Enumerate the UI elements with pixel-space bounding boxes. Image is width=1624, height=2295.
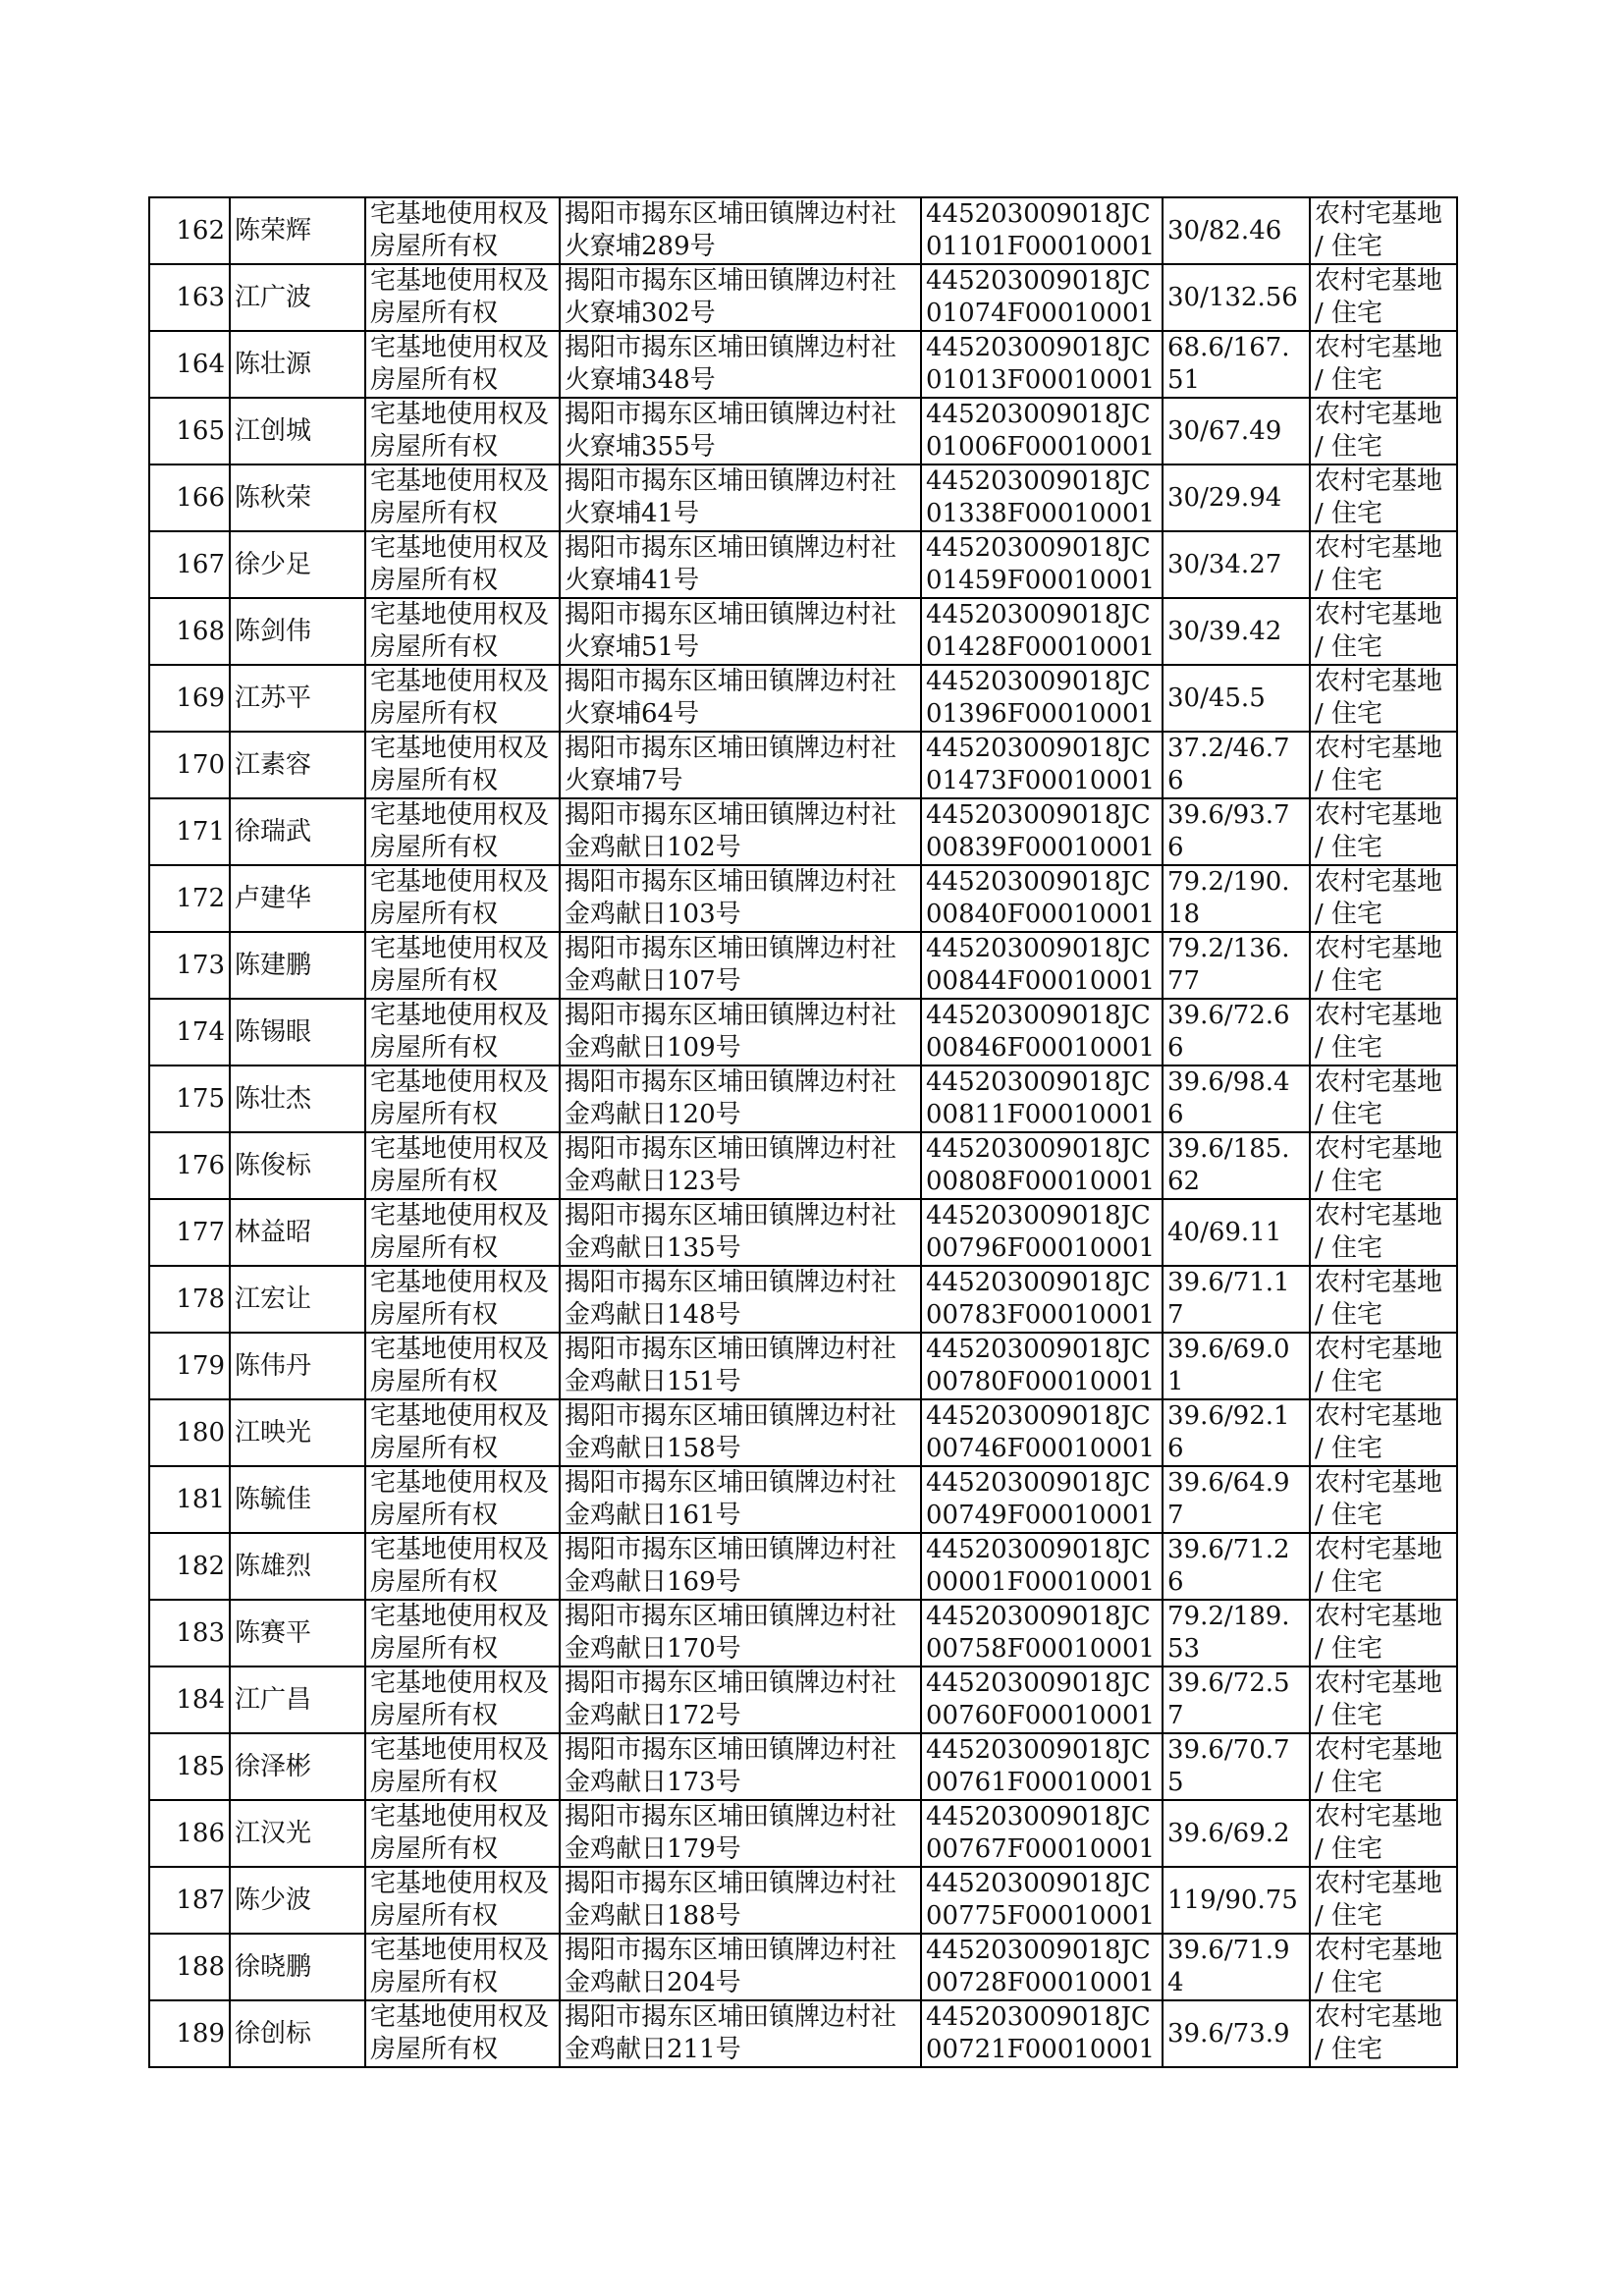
area-value-cell: 30/39.42 — [1163, 598, 1310, 665]
owner-name-cell: 江创城 — [230, 398, 365, 464]
row-number-cell: 170 — [149, 732, 230, 798]
row-number-cell: 184 — [149, 1667, 230, 1733]
land-use-cell: 农村宅基地 / 住宅 — [1310, 1199, 1457, 1266]
table-row — [149, 1600, 1457, 1667]
row-number-cell: 175 — [149, 1066, 230, 1132]
land-use-cell: 农村宅基地 / 住宅 — [1310, 1733, 1457, 1800]
area-value-cell: 30/29.94 — [1163, 464, 1310, 531]
area-value-cell: 30/34.27 — [1163, 531, 1310, 598]
unit-code-cell: 445203009018JC00761F00010001 — [921, 1733, 1163, 1800]
table-row — [149, 1733, 1457, 1800]
owner-name-cell: 江苏平 — [230, 665, 365, 732]
table-row — [149, 932, 1457, 999]
property-address-cell: 揭阳市揭东区埔田镇牌边村社火寮埔64号 — [560, 665, 921, 732]
area-value-cell: 39.6/71.17 — [1163, 1266, 1310, 1333]
table-row — [149, 865, 1457, 932]
row-number-cell: 163 — [149, 264, 230, 331]
area-value-cell: 39.6/71.26 — [1163, 1533, 1310, 1600]
table-row — [149, 197, 1457, 264]
owner-name-cell: 徐晓鹏 — [230, 1934, 365, 2000]
land-use-cell: 农村宅基地 / 住宅 — [1310, 398, 1457, 464]
table-row — [149, 398, 1457, 464]
owner-name-cell: 江汉光 — [230, 1800, 365, 1867]
land-use-cell: 农村宅基地 / 住宅 — [1310, 732, 1457, 798]
land-use-cell: 农村宅基地 / 住宅 — [1310, 1333, 1457, 1399]
table-row — [149, 331, 1457, 398]
property-address-cell: 揭阳市揭东区埔田镇牌边村社火寮埔41号 — [560, 464, 921, 531]
owner-name-cell: 卢建华 — [230, 865, 365, 932]
property-address-cell: 揭阳市揭东区埔田镇牌边村社火寮埔51号 — [560, 598, 921, 665]
property-address-cell: 揭阳市揭东区埔田镇牌边村社金鸡献日120号 — [560, 1066, 921, 1132]
row-number-cell: 165 — [149, 398, 230, 464]
owner-name-cell: 徐泽彬 — [230, 1733, 365, 1800]
unit-code-cell: 445203009018JC00796F00010001 — [921, 1199, 1163, 1266]
unit-code-cell: 445203009018JC01338F00010001 — [921, 464, 1163, 531]
unit-code-cell: 445203009018JC00846F00010001 — [921, 999, 1163, 1066]
right-type-cell: 宅基地使用权及房屋所有权 — [365, 1800, 560, 1867]
area-value-cell: 39.6/70.75 — [1163, 1733, 1310, 1800]
property-address-cell: 揭阳市揭东区埔田镇牌边村社金鸡献日173号 — [560, 1733, 921, 1800]
table-row — [149, 1800, 1457, 1867]
row-number-cell: 183 — [149, 1600, 230, 1667]
land-use-cell: 农村宅基地 / 住宅 — [1310, 264, 1457, 331]
right-type-cell: 宅基地使用权及房屋所有权 — [365, 1333, 560, 1399]
owner-name-cell: 陈雄烈 — [230, 1533, 365, 1600]
area-value-cell: 30/132.56 — [1163, 264, 1310, 331]
property-address-cell: 揭阳市揭东区埔田镇牌边村社火寮埔355号 — [560, 398, 921, 464]
right-type-cell: 宅基地使用权及房屋所有权 — [365, 197, 560, 264]
right-type-cell: 宅基地使用权及房屋所有权 — [365, 1533, 560, 1600]
table-row — [149, 1934, 1457, 2000]
right-type-cell: 宅基地使用权及房屋所有权 — [365, 1266, 560, 1333]
row-number-cell: 164 — [149, 331, 230, 398]
row-number-cell: 167 — [149, 531, 230, 598]
land-use-cell: 农村宅基地 / 住宅 — [1310, 1667, 1457, 1733]
row-number-cell: 171 — [149, 798, 230, 865]
land-use-cell: 农村宅基地 / 住宅 — [1310, 1132, 1457, 1199]
row-number-cell: 189 — [149, 2000, 230, 2067]
land-use-cell: 农村宅基地 / 住宅 — [1310, 1399, 1457, 1466]
property-address-cell: 揭阳市揭东区埔田镇牌边村社金鸡献日103号 — [560, 865, 921, 932]
owner-name-cell: 江素容 — [230, 732, 365, 798]
row-number-cell: 172 — [149, 865, 230, 932]
unit-code-cell: 445203009018JC01428F00010001 — [921, 598, 1163, 665]
area-value-cell: 37.2/46.76 — [1163, 732, 1310, 798]
property-address-cell: 揭阳市揭东区埔田镇牌边村社金鸡献日188号 — [560, 1867, 921, 1934]
area-value-cell: 39.6/69.2 — [1163, 1800, 1310, 1867]
owner-name-cell: 陈建鹏 — [230, 932, 365, 999]
owner-name-cell: 陈秋荣 — [230, 464, 365, 531]
table-row — [149, 665, 1457, 732]
owner-name-cell: 陈壮源 — [230, 331, 365, 398]
table-row — [149, 2000, 1457, 2067]
row-number-cell: 180 — [149, 1399, 230, 1466]
row-number-cell: 179 — [149, 1333, 230, 1399]
row-number-cell: 185 — [149, 1733, 230, 1800]
right-type-cell: 宅基地使用权及房屋所有权 — [365, 1667, 560, 1733]
owner-name-cell: 徐瑞武 — [230, 798, 365, 865]
owner-name-cell: 陈壮杰 — [230, 1066, 365, 1132]
property-address-cell: 揭阳市揭东区埔田镇牌边村社金鸡献日169号 — [560, 1533, 921, 1600]
unit-code-cell: 445203009018JC00728F00010001 — [921, 1934, 1163, 2000]
right-type-cell: 宅基地使用权及房屋所有权 — [365, 1867, 560, 1934]
owner-name-cell: 江广昌 — [230, 1667, 365, 1733]
area-value-cell: 30/82.46 — [1163, 197, 1310, 264]
unit-code-cell: 445203009018JC01074F00010001 — [921, 264, 1163, 331]
land-use-cell: 农村宅基地 / 住宅 — [1310, 1266, 1457, 1333]
area-value-cell: 30/67.49 — [1163, 398, 1310, 464]
table-row — [149, 531, 1457, 598]
land-use-cell: 农村宅基地 / 住宅 — [1310, 197, 1457, 264]
owner-name-cell: 陈毓佳 — [230, 1466, 365, 1533]
row-number-cell: 177 — [149, 1199, 230, 1266]
row-number-cell: 181 — [149, 1466, 230, 1533]
unit-code-cell: 445203009018JC01473F00010001 — [921, 732, 1163, 798]
area-value-cell: 30/45.5 — [1163, 665, 1310, 732]
land-use-cell: 农村宅基地 / 住宅 — [1310, 464, 1457, 531]
unit-code-cell: 445203009018JC01101F00010001 — [921, 197, 1163, 264]
unit-code-cell: 445203009018JC00767F00010001 — [921, 1800, 1163, 1867]
owner-name-cell: 陈锡眼 — [230, 999, 365, 1066]
unit-code-cell: 445203009018JC01013F00010001 — [921, 331, 1163, 398]
table-row — [149, 598, 1457, 665]
right-type-cell: 宅基地使用权及房屋所有权 — [365, 598, 560, 665]
right-type-cell: 宅基地使用权及房屋所有权 — [365, 398, 560, 464]
right-type-cell: 宅基地使用权及房屋所有权 — [365, 732, 560, 798]
area-value-cell: 39.6/72.57 — [1163, 1667, 1310, 1733]
unit-code-cell: 445203009018JC00775F00010001 — [921, 1867, 1163, 1934]
right-type-cell: 宅基地使用权及房屋所有权 — [365, 798, 560, 865]
area-value-cell: 39.6/71.94 — [1163, 1934, 1310, 2000]
table-row — [149, 1533, 1457, 1600]
property-address-cell: 揭阳市揭东区埔田镇牌边村社金鸡献日151号 — [560, 1333, 921, 1399]
land-use-cell: 农村宅基地 / 住宅 — [1310, 1066, 1457, 1132]
area-value-cell: 79.2/189.53 — [1163, 1600, 1310, 1667]
area-value-cell: 39.6/93.76 — [1163, 798, 1310, 865]
unit-code-cell: 445203009018JC00811F00010001 — [921, 1066, 1163, 1132]
unit-code-cell: 445203009018JC00844F00010001 — [921, 932, 1163, 999]
right-type-cell: 宅基地使用权及房屋所有权 — [365, 1066, 560, 1132]
unit-code-cell: 445203009018JC01006F00010001 — [921, 398, 1163, 464]
unit-code-cell: 445203009018JC00840F00010001 — [921, 865, 1163, 932]
table-row — [149, 1066, 1457, 1132]
row-number-cell: 182 — [149, 1533, 230, 1600]
right-type-cell: 宅基地使用权及房屋所有权 — [365, 665, 560, 732]
owner-name-cell: 陈俊标 — [230, 1132, 365, 1199]
row-number-cell: 186 — [149, 1800, 230, 1867]
right-type-cell: 宅基地使用权及房屋所有权 — [365, 2000, 560, 2067]
row-number-cell: 187 — [149, 1867, 230, 1934]
right-type-cell: 宅基地使用权及房屋所有权 — [365, 865, 560, 932]
land-use-cell: 农村宅基地 / 住宅 — [1310, 1600, 1457, 1667]
land-use-cell: 农村宅基地 / 住宅 — [1310, 531, 1457, 598]
table-row — [149, 1667, 1457, 1733]
land-use-cell: 农村宅基地 / 住宅 — [1310, 665, 1457, 732]
right-type-cell: 宅基地使用权及房屋所有权 — [365, 331, 560, 398]
right-type-cell: 宅基地使用权及房屋所有权 — [365, 1600, 560, 1667]
row-number-cell: 173 — [149, 932, 230, 999]
table-row — [149, 999, 1457, 1066]
area-value-cell: 40/69.11 — [1163, 1199, 1310, 1266]
right-type-cell: 宅基地使用权及房屋所有权 — [365, 1934, 560, 2000]
property-address-cell: 揭阳市揭东区埔田镇牌边村社金鸡献日107号 — [560, 932, 921, 999]
property-address-cell: 揭阳市揭东区埔田镇牌边村社金鸡献日148号 — [560, 1266, 921, 1333]
property-address-cell: 揭阳市揭东区埔田镇牌边村社金鸡献日179号 — [560, 1800, 921, 1867]
right-type-cell: 宅基地使用权及房屋所有权 — [365, 932, 560, 999]
right-type-cell: 宅基地使用权及房屋所有权 — [365, 1733, 560, 1800]
property-address-cell: 揭阳市揭东区埔田镇牌边村社金鸡献日211号 — [560, 2000, 921, 2067]
row-number-cell: 178 — [149, 1266, 230, 1333]
owner-name-cell: 林益昭 — [230, 1199, 365, 1266]
table-row — [149, 1199, 1457, 1266]
owner-name-cell: 陈赛平 — [230, 1600, 365, 1667]
land-use-cell: 农村宅基地 / 住宅 — [1310, 999, 1457, 1066]
property-address-cell: 揭阳市揭东区埔田镇牌边村社金鸡献日158号 — [560, 1399, 921, 1466]
table-row — [149, 732, 1457, 798]
area-value-cell: 39.6/98.46 — [1163, 1066, 1310, 1132]
unit-code-cell: 445203009018JC00721F00010001 — [921, 2000, 1163, 2067]
area-value-cell: 119/90.75 — [1163, 1867, 1310, 1934]
land-use-cell: 农村宅基地 / 住宅 — [1310, 331, 1457, 398]
unit-code-cell: 445203009018JC00001F00010001 — [921, 1533, 1163, 1600]
land-use-cell: 农村宅基地 / 住宅 — [1310, 598, 1457, 665]
table-row — [149, 1132, 1457, 1199]
unit-code-cell: 445203009018JC00839F00010001 — [921, 798, 1163, 865]
right-type-cell: 宅基地使用权及房屋所有权 — [365, 999, 560, 1066]
table-row — [149, 464, 1457, 531]
unit-code-cell: 445203009018JC00808F00010001 — [921, 1132, 1163, 1199]
land-use-cell: 农村宅基地 / 住宅 — [1310, 932, 1457, 999]
land-use-cell: 农村宅基地 / 住宅 — [1310, 1533, 1457, 1600]
area-value-cell: 39.6/72.66 — [1163, 999, 1310, 1066]
owner-name-cell: 陈剑伟 — [230, 598, 365, 665]
property-address-cell: 揭阳市揭东区埔田镇牌边村社火寮埔289号 — [560, 197, 921, 264]
right-type-cell: 宅基地使用权及房屋所有权 — [365, 464, 560, 531]
owner-name-cell: 陈伟丹 — [230, 1333, 365, 1399]
owner-name-cell: 江映光 — [230, 1399, 365, 1466]
owner-name-cell: 徐少足 — [230, 531, 365, 598]
property-address-cell: 揭阳市揭东区埔田镇牌边村社金鸡献日204号 — [560, 1934, 921, 2000]
unit-code-cell: 445203009018JC00746F00010001 — [921, 1399, 1163, 1466]
table-row — [149, 798, 1457, 865]
right-type-cell: 宅基地使用权及房屋所有权 — [365, 1132, 560, 1199]
row-number-cell: 188 — [149, 1934, 230, 2000]
property-address-cell: 揭阳市揭东区埔田镇牌边村社火寮埔348号 — [560, 331, 921, 398]
right-type-cell: 宅基地使用权及房屋所有权 — [365, 1199, 560, 1266]
unit-code-cell: 445203009018JC00758F00010001 — [921, 1600, 1163, 1667]
owner-name-cell: 陈荣辉 — [230, 197, 365, 264]
property-address-cell: 揭阳市揭东区埔田镇牌边村社金鸡献日123号 — [560, 1132, 921, 1199]
owner-name-cell: 江广波 — [230, 264, 365, 331]
area-value-cell: 39.6/64.97 — [1163, 1466, 1310, 1533]
unit-code-cell: 445203009018JC00760F00010001 — [921, 1667, 1163, 1733]
unit-code-cell: 445203009018JC01459F00010001 — [921, 531, 1163, 598]
unit-code-cell: 445203009018JC00780F00010001 — [921, 1333, 1163, 1399]
property-address-cell: 揭阳市揭东区埔田镇牌边村社金鸡献日135号 — [560, 1199, 921, 1266]
land-use-cell: 农村宅基地 / 住宅 — [1310, 1867, 1457, 1934]
area-value-cell: 68.6/167.51 — [1163, 331, 1310, 398]
owner-name-cell: 陈少波 — [230, 1867, 365, 1934]
row-number-cell: 166 — [149, 464, 230, 531]
property-address-cell: 揭阳市揭东区埔田镇牌边村社金鸡献日109号 — [560, 999, 921, 1066]
land-use-cell: 农村宅基地 / 住宅 — [1310, 865, 1457, 932]
property-address-cell: 揭阳市揭东区埔田镇牌边村社火寮埔7号 — [560, 732, 921, 798]
right-type-cell: 宅基地使用权及房屋所有权 — [365, 531, 560, 598]
table-body — [149, 197, 1457, 2067]
row-number-cell: 168 — [149, 598, 230, 665]
unit-code-cell: 445203009018JC00783F00010001 — [921, 1266, 1163, 1333]
area-value-cell: 39.6/73.9 — [1163, 2000, 1310, 2067]
row-number-cell: 174 — [149, 999, 230, 1066]
land-use-cell: 农村宅基地 / 住宅 — [1310, 1934, 1457, 2000]
property-address-cell: 揭阳市揭东区埔田镇牌边村社金鸡献日170号 — [560, 1600, 921, 1667]
table-row — [149, 1867, 1457, 1934]
land-use-cell: 农村宅基地 / 住宅 — [1310, 1800, 1457, 1867]
row-number-cell: 162 — [149, 197, 230, 264]
area-value-cell: 79.2/190.18 — [1163, 865, 1310, 932]
property-address-cell: 揭阳市揭东区埔田镇牌边村社金鸡献日161号 — [560, 1466, 921, 1533]
table-row — [149, 264, 1457, 331]
land-use-cell: 农村宅基地 / 住宅 — [1310, 2000, 1457, 2067]
land-use-cell: 农村宅基地 / 住宅 — [1310, 798, 1457, 865]
table-row — [149, 1466, 1457, 1533]
table-row — [149, 1399, 1457, 1466]
property-address-cell: 揭阳市揭东区埔田镇牌边村社火寮埔41号 — [560, 531, 921, 598]
unit-code-cell: 445203009018JC01396F00010001 — [921, 665, 1163, 732]
right-type-cell: 宅基地使用权及房屋所有权 — [365, 264, 560, 331]
area-value-cell: 39.6/185.62 — [1163, 1132, 1310, 1199]
land-use-cell: 农村宅基地 / 住宅 — [1310, 1466, 1457, 1533]
owner-name-cell: 徐创标 — [230, 2000, 365, 2067]
unit-code-cell: 445203009018JC00749F00010001 — [921, 1466, 1163, 1533]
area-value-cell: 79.2/136.77 — [1163, 932, 1310, 999]
right-type-cell: 宅基地使用权及房屋所有权 — [365, 1466, 560, 1533]
property-address-cell: 揭阳市揭东区埔田镇牌边村社金鸡献日102号 — [560, 798, 921, 865]
area-value-cell: 39.6/69.01 — [1163, 1333, 1310, 1399]
owner-name-cell: 江宏让 — [230, 1266, 365, 1333]
table-row — [149, 1333, 1457, 1399]
row-number-cell: 176 — [149, 1132, 230, 1199]
property-address-cell: 揭阳市揭东区埔田镇牌边村社火寮埔302号 — [560, 264, 921, 331]
area-value-cell: 39.6/92.16 — [1163, 1399, 1310, 1466]
property-address-cell: 揭阳市揭东区埔田镇牌边村社金鸡献日172号 — [560, 1667, 921, 1733]
row-number-cell: 169 — [149, 665, 230, 732]
registry-table — [148, 196, 1458, 2068]
table-row — [149, 1266, 1457, 1333]
right-type-cell: 宅基地使用权及房屋所有权 — [365, 1399, 560, 1466]
